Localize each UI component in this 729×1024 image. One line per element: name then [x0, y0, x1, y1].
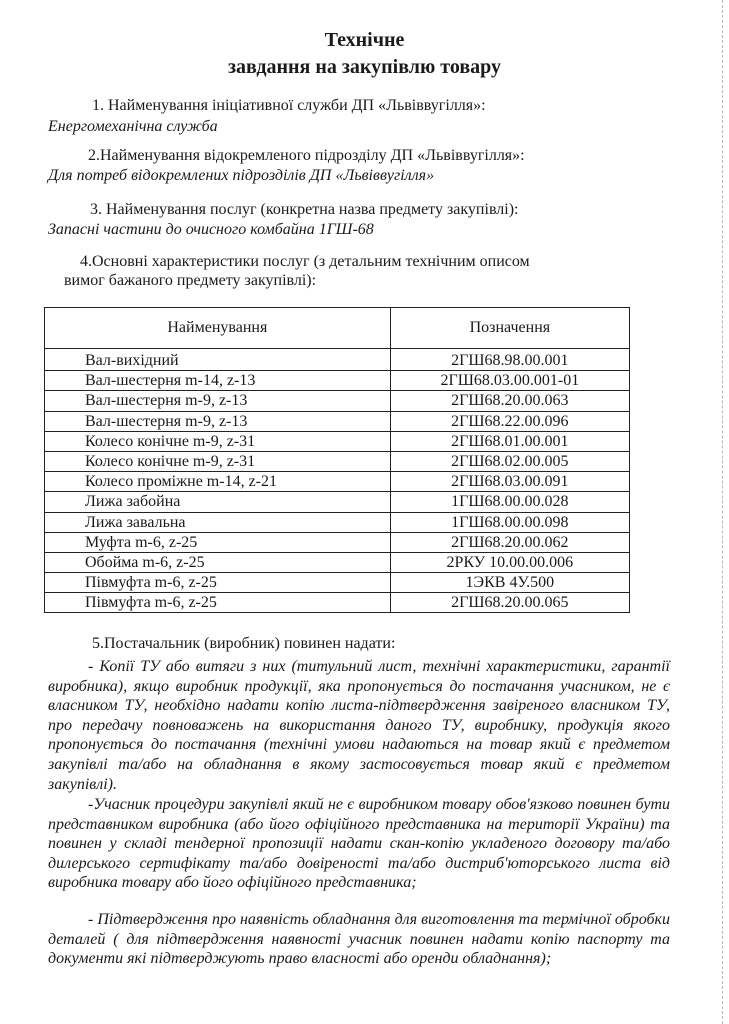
table-row [45, 593, 630, 613]
table-row [45, 532, 630, 552]
cell-code: 2ГШ68.02.00.005 [390, 451, 629, 471]
section1-label: 1. Найменування ініціативної служби ДП «Львіввугілля»: [92, 97, 486, 114]
table-row [45, 552, 630, 572]
table-row [45, 431, 630, 451]
cell-code: 2ГШ68.03.00.001-01 [390, 371, 629, 391]
table-row [45, 411, 630, 431]
parts-table [44, 307, 630, 613]
table-row [45, 371, 630, 391]
table-row [45, 492, 630, 512]
section5-paragraph-2: -Учасник процедури закупівлі який не є виробником товару обов'язково повинен бути представником виробника (або його офіційного представника на території України) та повинен у складі тендерної пропозиції надати скан-копію укладеного договору та/або дилерського сертифікату та/або довіреності та/або дистриб'юторського листа від виробника товару або його офіційного представника; [48, 796, 670, 892]
section3-value: Запасні частини до очисного комбайна 1ГШ-68 [48, 221, 374, 238]
table-row [45, 573, 630, 593]
cell-code: 2ГШ68.98.00.001 [390, 349, 629, 371]
cell-name: Муфта m-6, z-25 [45, 532, 391, 552]
document-title-line1: Технічне [324, 29, 405, 51]
table-row [45, 472, 630, 492]
cell-name: Вал-шестерня m-9, z-13 [45, 391, 391, 411]
table-header-name: Найменування [45, 308, 391, 349]
cell-name: Лижа завальна [45, 512, 391, 532]
cell-code: 2ГШ68.20.00.065 [390, 593, 629, 613]
cell-name: Вал-шестерня m-14, z-13 [45, 371, 391, 391]
cell-name: Колесо конічне m-9, z-31 [45, 451, 391, 471]
cell-code: 2ГШ68.20.00.063 [390, 391, 629, 411]
cell-name: Вал-шестерня m-9, z-13 [45, 411, 391, 431]
table-row [45, 451, 630, 471]
section5-label: 5.Постачальник (виробник) повинен надати: [92, 635, 396, 652]
section4-label-line1: 4.Основні характеристики послуг (з детальним технічним описом [80, 253, 530, 270]
section2-label: 2.Найменування відокремленого підрозділу ДП «Львіввугілля»: [88, 147, 525, 164]
section5-paragraph-1: - Копії ТУ або витяги з них (титульний лист, технічні характеристики, гарантії виробника), якщо виробник продукції, яка пропонується до постачання учасником, не є власником ТУ, необхідно надати копію листа-підтвердження завіреного власником ТУ, про передачу повноважень на використання даного ТУ, виробнику, продукція якого пропонується до постачання (технічні умови надаються на товар який є предметом закупівлі та/або на обладнання в якому застосовується товар який є предметом закупівлі). [48, 658, 670, 793]
section2-value: Для потреб відокремлених підрозділів ДП «Львіввугілля» [48, 167, 435, 184]
table-header-code: Позначення [390, 308, 629, 349]
cell-name: Колесо проміжне m-14, z-21 [45, 472, 391, 492]
cell-code: 2ГШ68.22.00.096 [390, 411, 629, 431]
document-title-line2: завдання на закупівлю товару [228, 56, 501, 78]
table-row [45, 512, 630, 532]
cell-code: 1ГШ68.00.00.098 [390, 512, 629, 532]
table-header-row [45, 308, 630, 349]
cell-code: 2РКУ 10.00.00.006 [390, 552, 629, 572]
cell-name: Вал-вихідний [45, 349, 391, 371]
section1-value: Енергомеханічна служба [48, 118, 218, 135]
cell-code: 2ГШ68.20.00.062 [390, 532, 629, 552]
cell-code: 2ГШ68.03.00.091 [390, 472, 629, 492]
cell-name: Обойма m-6, z-25 [45, 552, 391, 572]
section4-label-line2: вимог бажаного предмету закупівлі): [64, 272, 317, 289]
table-row [45, 391, 630, 411]
section5-paragraph-3: - Підтвердження про наявність обладнання для виготовлення та термічної обробки деталей ( для підтвердження наявності учасник повинен надати копію паспорту та документи які підтверджують право власності або оренди обладнання); [48, 911, 671, 968]
table-row [45, 349, 630, 371]
section3-label: 3. Найменування послуг (конкретна назва предмету закупівлі): [90, 201, 519, 218]
cell-name: Колесо конічне m-9, z-31 [45, 431, 391, 451]
cell-name: Півмуфта m-6, z-25 [45, 573, 391, 593]
scan-edge-line [721, 0, 723, 1024]
cell-code: 1ГШ68.00.00.028 [390, 492, 629, 512]
cell-name: Лижа забойна [45, 492, 391, 512]
cell-code: 2ГШ68.01.00.001 [390, 431, 629, 451]
cell-name: Півмуфта m-6, z-25 [45, 593, 391, 613]
cell-code: 1ЭКВ 4У.500 [390, 573, 629, 593]
